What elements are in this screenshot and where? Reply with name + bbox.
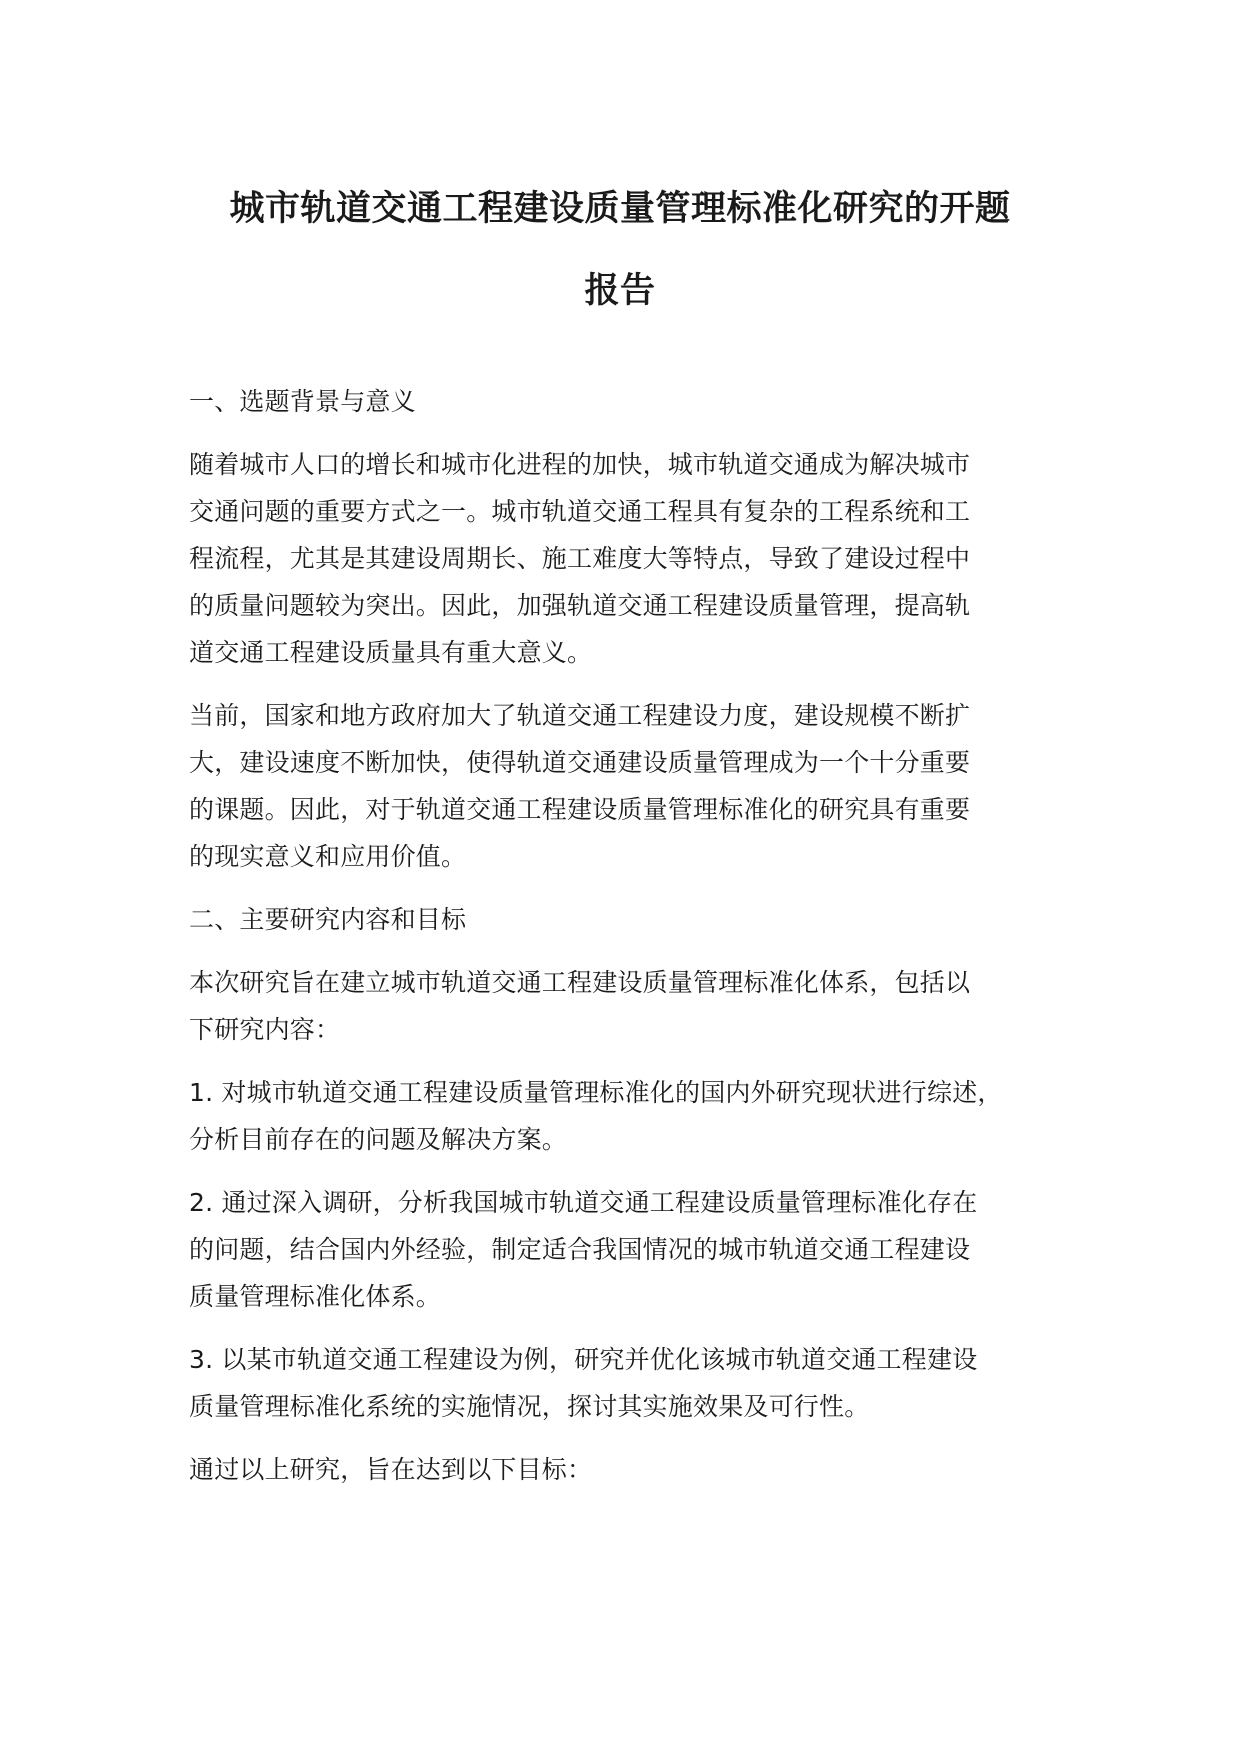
paragraph-background-1: 随着城市人口的增长和城市化进程的加快，城市轨道交通成为解决城市 交通问题的重要方式之一。城市轨道交通工程具有复杂的工程系统和工 程流程，尤其是其建设周期长、施工难度大等特点，导致了建设过程中 的质量问题较为突出。因此，加强轨道交通工程建设质量管理，提高轨 道交通工程建设质量具有重大意义。 xyxy=(189,450,971,667)
document-body xyxy=(189,378,1089,1509)
section-heading-content: 二、主要研究内容和目标 xyxy=(189,905,467,934)
list-item-1: 1. 对城市轨道交通工程建设质量管理标准化的国内外研究现状进行综述， 分析目前存在的问题及解决方案。 xyxy=(189,1078,1003,1154)
paragraph-background-2: 当前，国家和地方政府加大了轨道交通工程建设力度，建设规模不断扩 大，建设速度不断加快，使得轨道交通建设质量管理成为一个十分重要 的课题。因此，对于轨道交通工程建设质量管理标准化的研究具有重要 的现实意义和应用价值。 xyxy=(189,701,971,871)
document-title: 城市轨道交通工程建设质量管理标准化研究的开题 报告 xyxy=(229,189,1011,311)
list-item-2: 2. 通过深入调研，分析我国城市轨道交通工程建设质量管理标准化存在 的问题，结合国内外经验，制定适合我国情况的城市轨道交通工程建设 质量管理标准化体系。 xyxy=(189,1188,978,1311)
paragraph-content-intro: 本次研究旨在建立城市轨道交通工程建设质量管理标准化体系，包括以 下研究内容： xyxy=(189,968,971,1044)
section-heading-background: 一、选题背景与意义 xyxy=(189,387,416,416)
paragraph-goals-intro: 通过以上研究，旨在达到以下目标： xyxy=(189,1455,593,1484)
list-item-3: 3. 以某市轨道交通工程建设为例，研究并优化该城市轨道交通工程建设 质量管理标准化系统的实施情况，探讨其实施效果及可行性。 xyxy=(189,1345,978,1421)
